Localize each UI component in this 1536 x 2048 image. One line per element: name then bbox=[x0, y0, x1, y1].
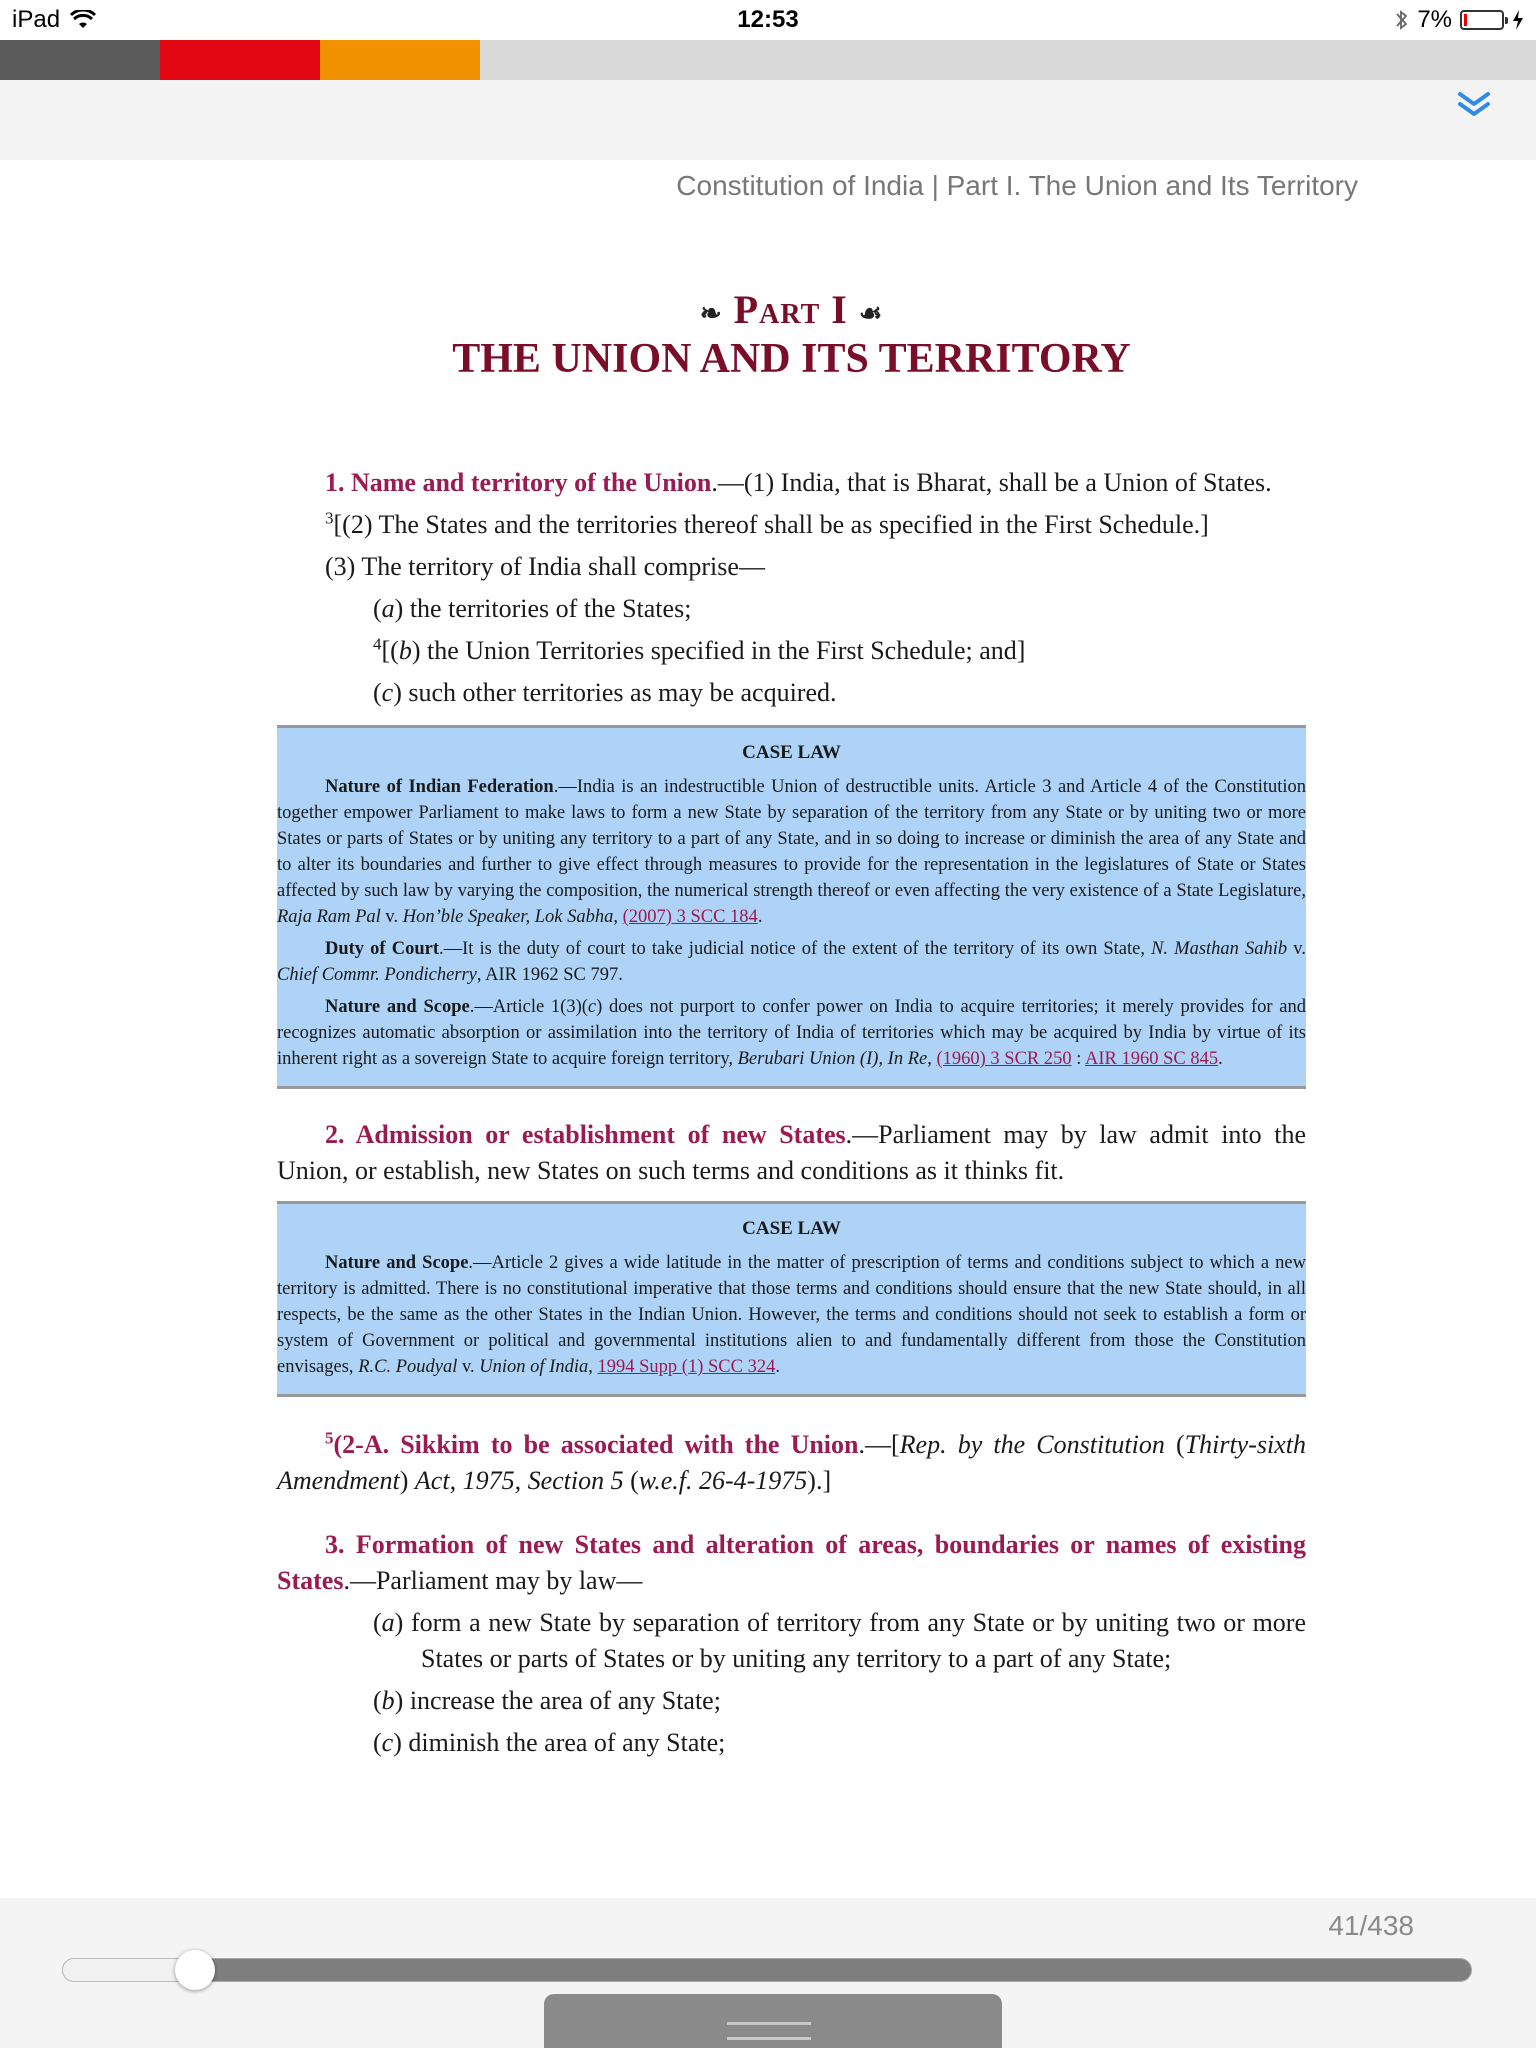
article-2a-heading: (2-A. Sikkim to be associated with the Union bbox=[333, 1430, 859, 1459]
article-1-clause-2 bbox=[277, 507, 1306, 543]
article-2a: $^5$(2-A. Sikkim to be associated with the Union.—[Rep. by the Constitution (Thirty-sixth Amendment) Act, 1975, Section 5 (w.e.f. 26-4-1975).] bbox=[277, 1428, 1306, 1495]
part-number: Part I bbox=[733, 287, 848, 332]
article-2-heading: 2. Admission or establishment of new States bbox=[325, 1120, 846, 1149]
citation-link[interactable]: 1994 Supp (1) SCC 324 bbox=[597, 1357, 776, 1377]
bluetooth-icon bbox=[1395, 8, 1409, 32]
article-3-text: .—Parliament may by law— bbox=[343, 1566, 643, 1595]
article-2-text: .—Parliament may by law admit into the Union, or establish, new States on such terms and conditions as it thinks fit. bbox=[277, 1120, 1306, 1185]
page-slider-thumb[interactable] bbox=[175, 1950, 215, 1990]
article-1 bbox=[277, 465, 1306, 501]
article-3-clause-a: (a) form a new State by separation of territory from any State or by uniting two or more States or parts of States or by uniting any territory to a part of any State; bbox=[373, 1608, 1306, 1673]
article-3-clause-c: (c) diminish the area of any State; bbox=[373, 1728, 726, 1757]
document-page[interactable] bbox=[277, 280, 1306, 1761]
status-right bbox=[1395, 6, 1524, 34]
color-tab-bar bbox=[0, 40, 1536, 80]
page-slider-track[interactable] bbox=[62, 1958, 1472, 1982]
case-law-para: Nature and Scope.—Article 2 gives a wide latitude in the matter of prescription of terms and conditions subject to which a new territory is admitted. There is no constitutional imperative that those terms and conditions should ensure that the new State should, in all respects, be the same as the other States in the Indian Union. However, the terms and conditions should not seek to establish a form or system of Government or political and governmental institutions alien to and fundamentally different from those the Constitution envisages, R.C. Poudyal v. Union of India, 1994 Supp (1) SCC 324. bbox=[277, 1253, 1306, 1377]
status-bar bbox=[0, 0, 1536, 40]
battery-percent: 7% bbox=[1417, 6, 1452, 33]
footnote-ref[interactable]: 3 bbox=[325, 508, 334, 528]
case-law-title: CASE LAW bbox=[742, 1218, 841, 1239]
footnote-ref[interactable]: 4 bbox=[373, 634, 382, 654]
ornament-left-icon: ❧ bbox=[699, 298, 723, 328]
clause-3-c: (c) such other territories as may be acquired. bbox=[373, 678, 837, 707]
clause-3-b: $^4$[(b) the Union Territories specified in the First Schedule; and] bbox=[373, 634, 1026, 665]
article-1-clause-3: (3) The territory of India shall comprise— bbox=[325, 552, 765, 581]
case-law-para: Duty of Court.—It is the duty of court to take judicial notice of the extent of the territory of its own State, N. Masthan Sahib v. Chief Commr. Pondicherry, AIR 1962 SC 797. bbox=[277, 939, 1306, 985]
footnote-ref[interactable]: 5 bbox=[325, 1428, 334, 1448]
part-title bbox=[277, 286, 1306, 333]
color-tab-orange[interactable] bbox=[320, 40, 480, 80]
citation-link[interactable]: (2007) 3 SCC 184 bbox=[622, 907, 758, 927]
charging-bolt-icon bbox=[1512, 10, 1524, 30]
case-law-box-2 bbox=[277, 1201, 1306, 1397]
article-2 bbox=[277, 1117, 1306, 1189]
citation-link[interactable]: AIR 1960 SC 845 bbox=[1085, 1049, 1219, 1069]
part-subtitle: THE UNION AND ITS TERRITORY bbox=[452, 336, 1131, 382]
case-law-para: Nature of Indian Federation.—India is an indestructible Union of destructible units. Article 3 and Article 4 of the Constitution together empower Parliament to make laws to form a new State by separation of the territory from any State or by uniting two or more States or parts of States or by uniting any territory to a part of any State, and in so doing to increase or diminish the area of any State and to alter its boundaries and further to give effect through measures to provide for the representation in the legislatures of State or States affected by such law by varying the composition, the numerical strength thereof or even affecting the very existence of a State Legislature, Raja Ram Pal v. Hon’ble Speaker, Lok Sabha, (2007) 3 SCC 184. bbox=[277, 777, 1307, 927]
ornament-right-icon: ☙ bbox=[858, 298, 884, 328]
case-law-box-1 bbox=[277, 725, 1306, 1089]
color-tab-gray[interactable] bbox=[0, 40, 160, 80]
clause-2-text: [(2) The States and the territories thereof shall be as specified in the First Schedule.] bbox=[333, 510, 1209, 539]
page-indicator: 41/438 bbox=[1328, 1910, 1414, 1941]
clause-3-a: (a) the territories of the States; bbox=[373, 594, 692, 623]
battery-icon bbox=[1460, 10, 1504, 30]
article-3-heading: 3. Formation of new States and alteration of areas, boundaries or names of existing States bbox=[277, 1530, 1306, 1595]
case-law-para: Nature and Scope.—Article 1(3)(c) does not purport to confer power on India to acquire territories; it merely provides for and recognizes automatic absorption or assimilation into the territory of India of territories which may be acquired by India by virtue of its inherent right as a sovereign State to acquire foreign territory, Berubari Union (I), In Re, (1960) 3 SCR 250 : AIR 1960 SC 845. bbox=[277, 997, 1306, 1069]
device-name: iPad bbox=[12, 6, 61, 33]
color-tab-red[interactable] bbox=[160, 40, 320, 80]
drawer-grip-icon[interactable] bbox=[727, 2022, 811, 2040]
article-3-clause-b: (b) increase the area of any State; bbox=[373, 1686, 721, 1715]
double-chevron-down-icon[interactable] bbox=[1454, 90, 1494, 120]
article-1-heading: 1. Name and territory of the Union bbox=[325, 468, 712, 497]
status-time: 12:53 bbox=[737, 6, 799, 33]
case-law-title: CASE LAW bbox=[742, 742, 841, 763]
reader-toolbar bbox=[0, 80, 1536, 160]
article-1-text: .—(1) India, that is Bharat, shall be a Union of States. bbox=[711, 468, 1272, 497]
running-header: Constitution of India | Part I. The Union and Its Territory bbox=[676, 170, 1358, 201]
article-3 bbox=[277, 1527, 1306, 1599]
citation-link[interactable]: (1960) 3 SCR 250 bbox=[936, 1049, 1072, 1069]
